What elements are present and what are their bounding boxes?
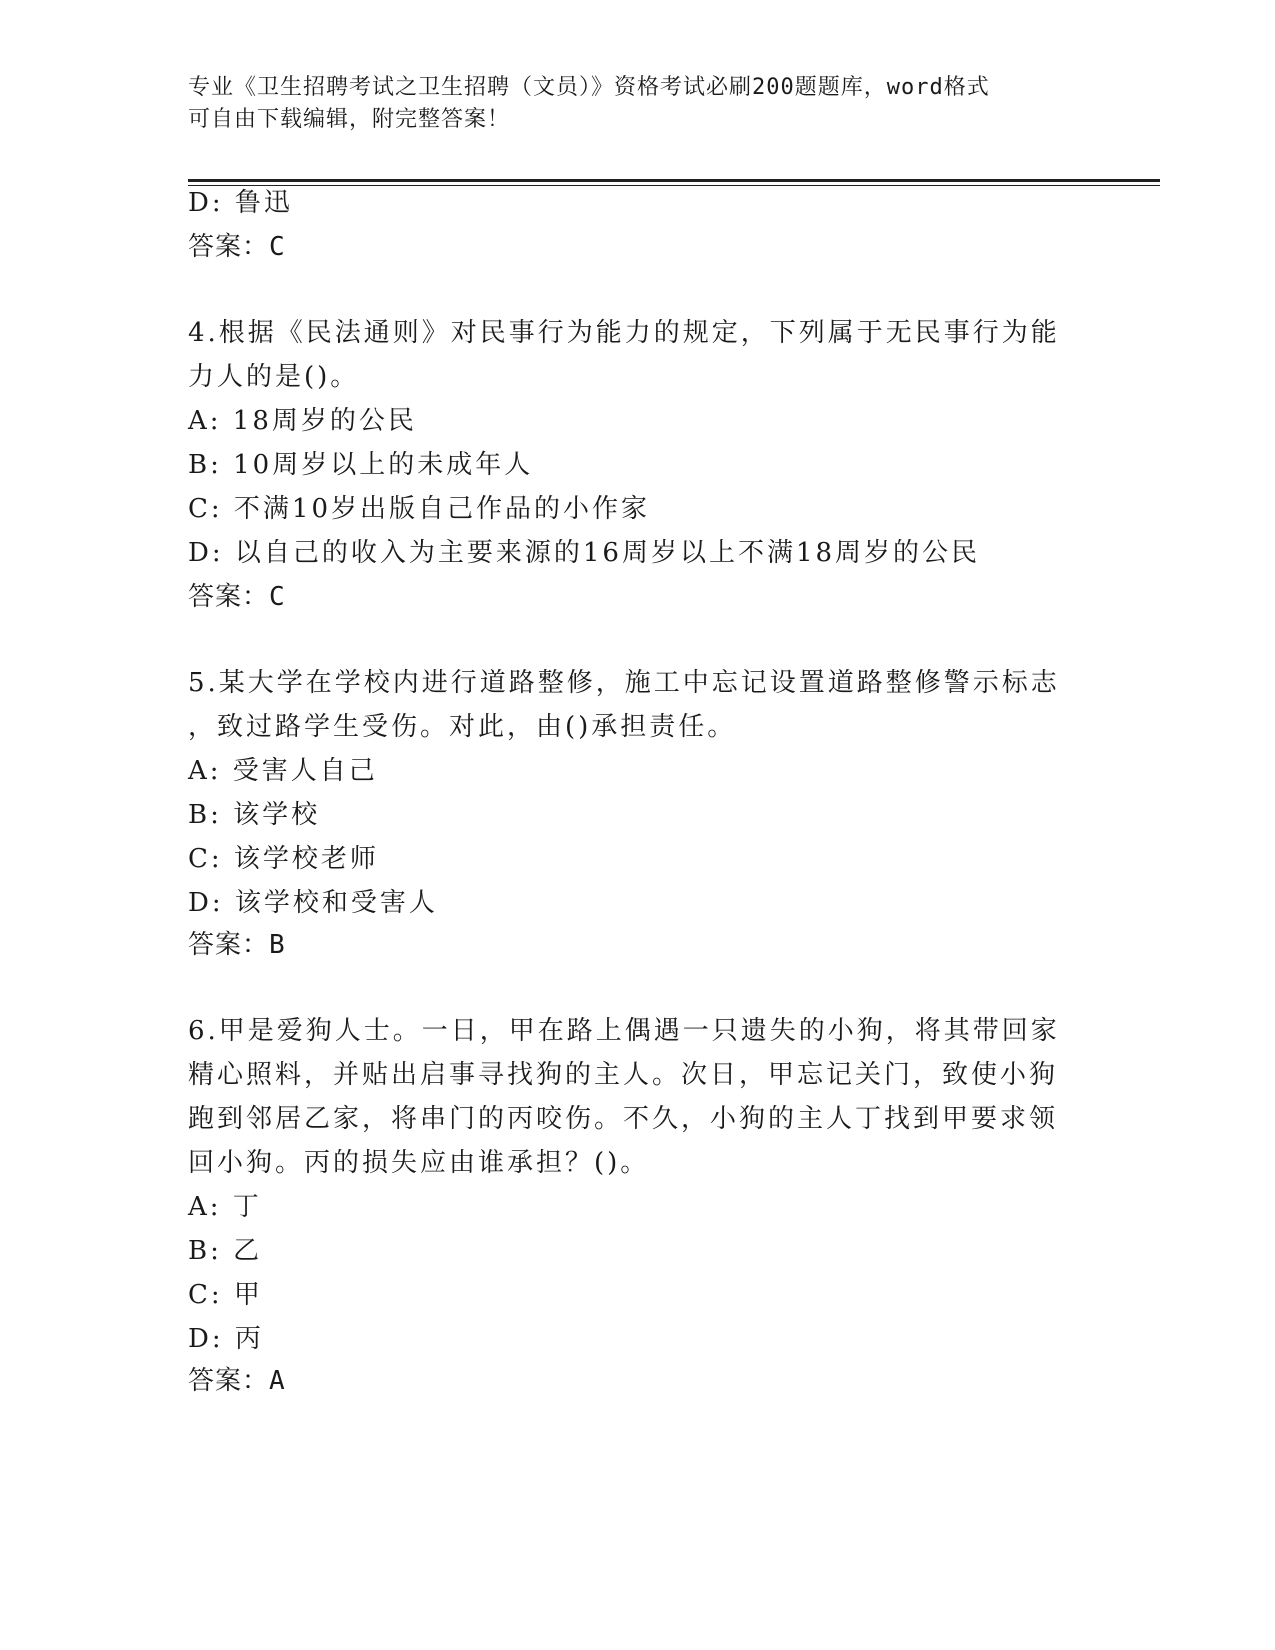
q4-stem-line2: 力人的是()。 bbox=[188, 362, 360, 392]
header-divider-thick bbox=[188, 179, 1160, 182]
document-header bbox=[188, 72, 1068, 136]
q5-stem-line1: 5.某大学在学校内进行道路整修，施工中忘记设置道路整修警示标志 bbox=[188, 668, 1060, 698]
q6-option-c: C: 甲 bbox=[188, 1280, 263, 1310]
q4-option-a: A: 18周岁的公民 bbox=[188, 406, 417, 436]
q4-option-b: B: 10周岁以上的未成年人 bbox=[188, 450, 534, 480]
q6-stem-line1: 6.甲是爱狗人士。一日，甲在路上偶遇一只遗失的小狗，将其带回家 bbox=[188, 1016, 1060, 1046]
q6-answer: 答案：A bbox=[188, 1366, 286, 1396]
q5-stem-line2: ，致过路学生受伤。对此，由()承担责任。 bbox=[188, 712, 737, 742]
q5-option-b: B: 该学校 bbox=[188, 800, 321, 830]
q4-stem-line1: 4.根据《民法通则》对民事行为能力的规定，下列属于无民事行为能 bbox=[188, 318, 1060, 348]
header-title-line1: 专业《卫生招聘考试之卫生招聘（文员）》资格考试必刷200题题库，word格式 bbox=[188, 75, 990, 100]
q6-option-d: D: 丙 bbox=[188, 1324, 264, 1354]
prev-option-d: D: 鲁迅 bbox=[188, 188, 293, 218]
q6-stem-line4: 回小狗。丙的损失应由谁承担？()。 bbox=[188, 1148, 650, 1178]
prev-answer: 答案：C bbox=[188, 232, 286, 262]
header-title-line2: 可自由下载编辑，附完整答案！ bbox=[188, 107, 511, 132]
q4-answer: 答案：C bbox=[188, 582, 286, 612]
q6-option-b: B: 乙 bbox=[188, 1236, 263, 1266]
q5-option-d: D: 该学校和受害人 bbox=[188, 888, 438, 918]
q4-option-c: C: 不满10岁出版自己作品的小作家 bbox=[188, 494, 651, 524]
header-divider-thin bbox=[188, 185, 1160, 186]
q5-option-a: A: 受害人自己 bbox=[188, 756, 378, 786]
q5-option-c: C: 该学校老师 bbox=[188, 844, 379, 874]
q6-option-a: A: 丁 bbox=[188, 1192, 262, 1222]
q4-option-d: D: 以自己的收入为主要来源的16周岁以上不满18周岁的公民 bbox=[188, 538, 981, 568]
q6-stem-line2: 精心照料，并贴出启事寻找狗的主人。次日，甲忘记关门，致使小狗 bbox=[188, 1060, 1059, 1090]
q5-answer: 答案：B bbox=[188, 930, 286, 960]
q6-stem-line3: 跑到邻居乙家，将串门的丙咬伤。不久，小狗的主人丁找到甲要求领 bbox=[188, 1104, 1059, 1134]
